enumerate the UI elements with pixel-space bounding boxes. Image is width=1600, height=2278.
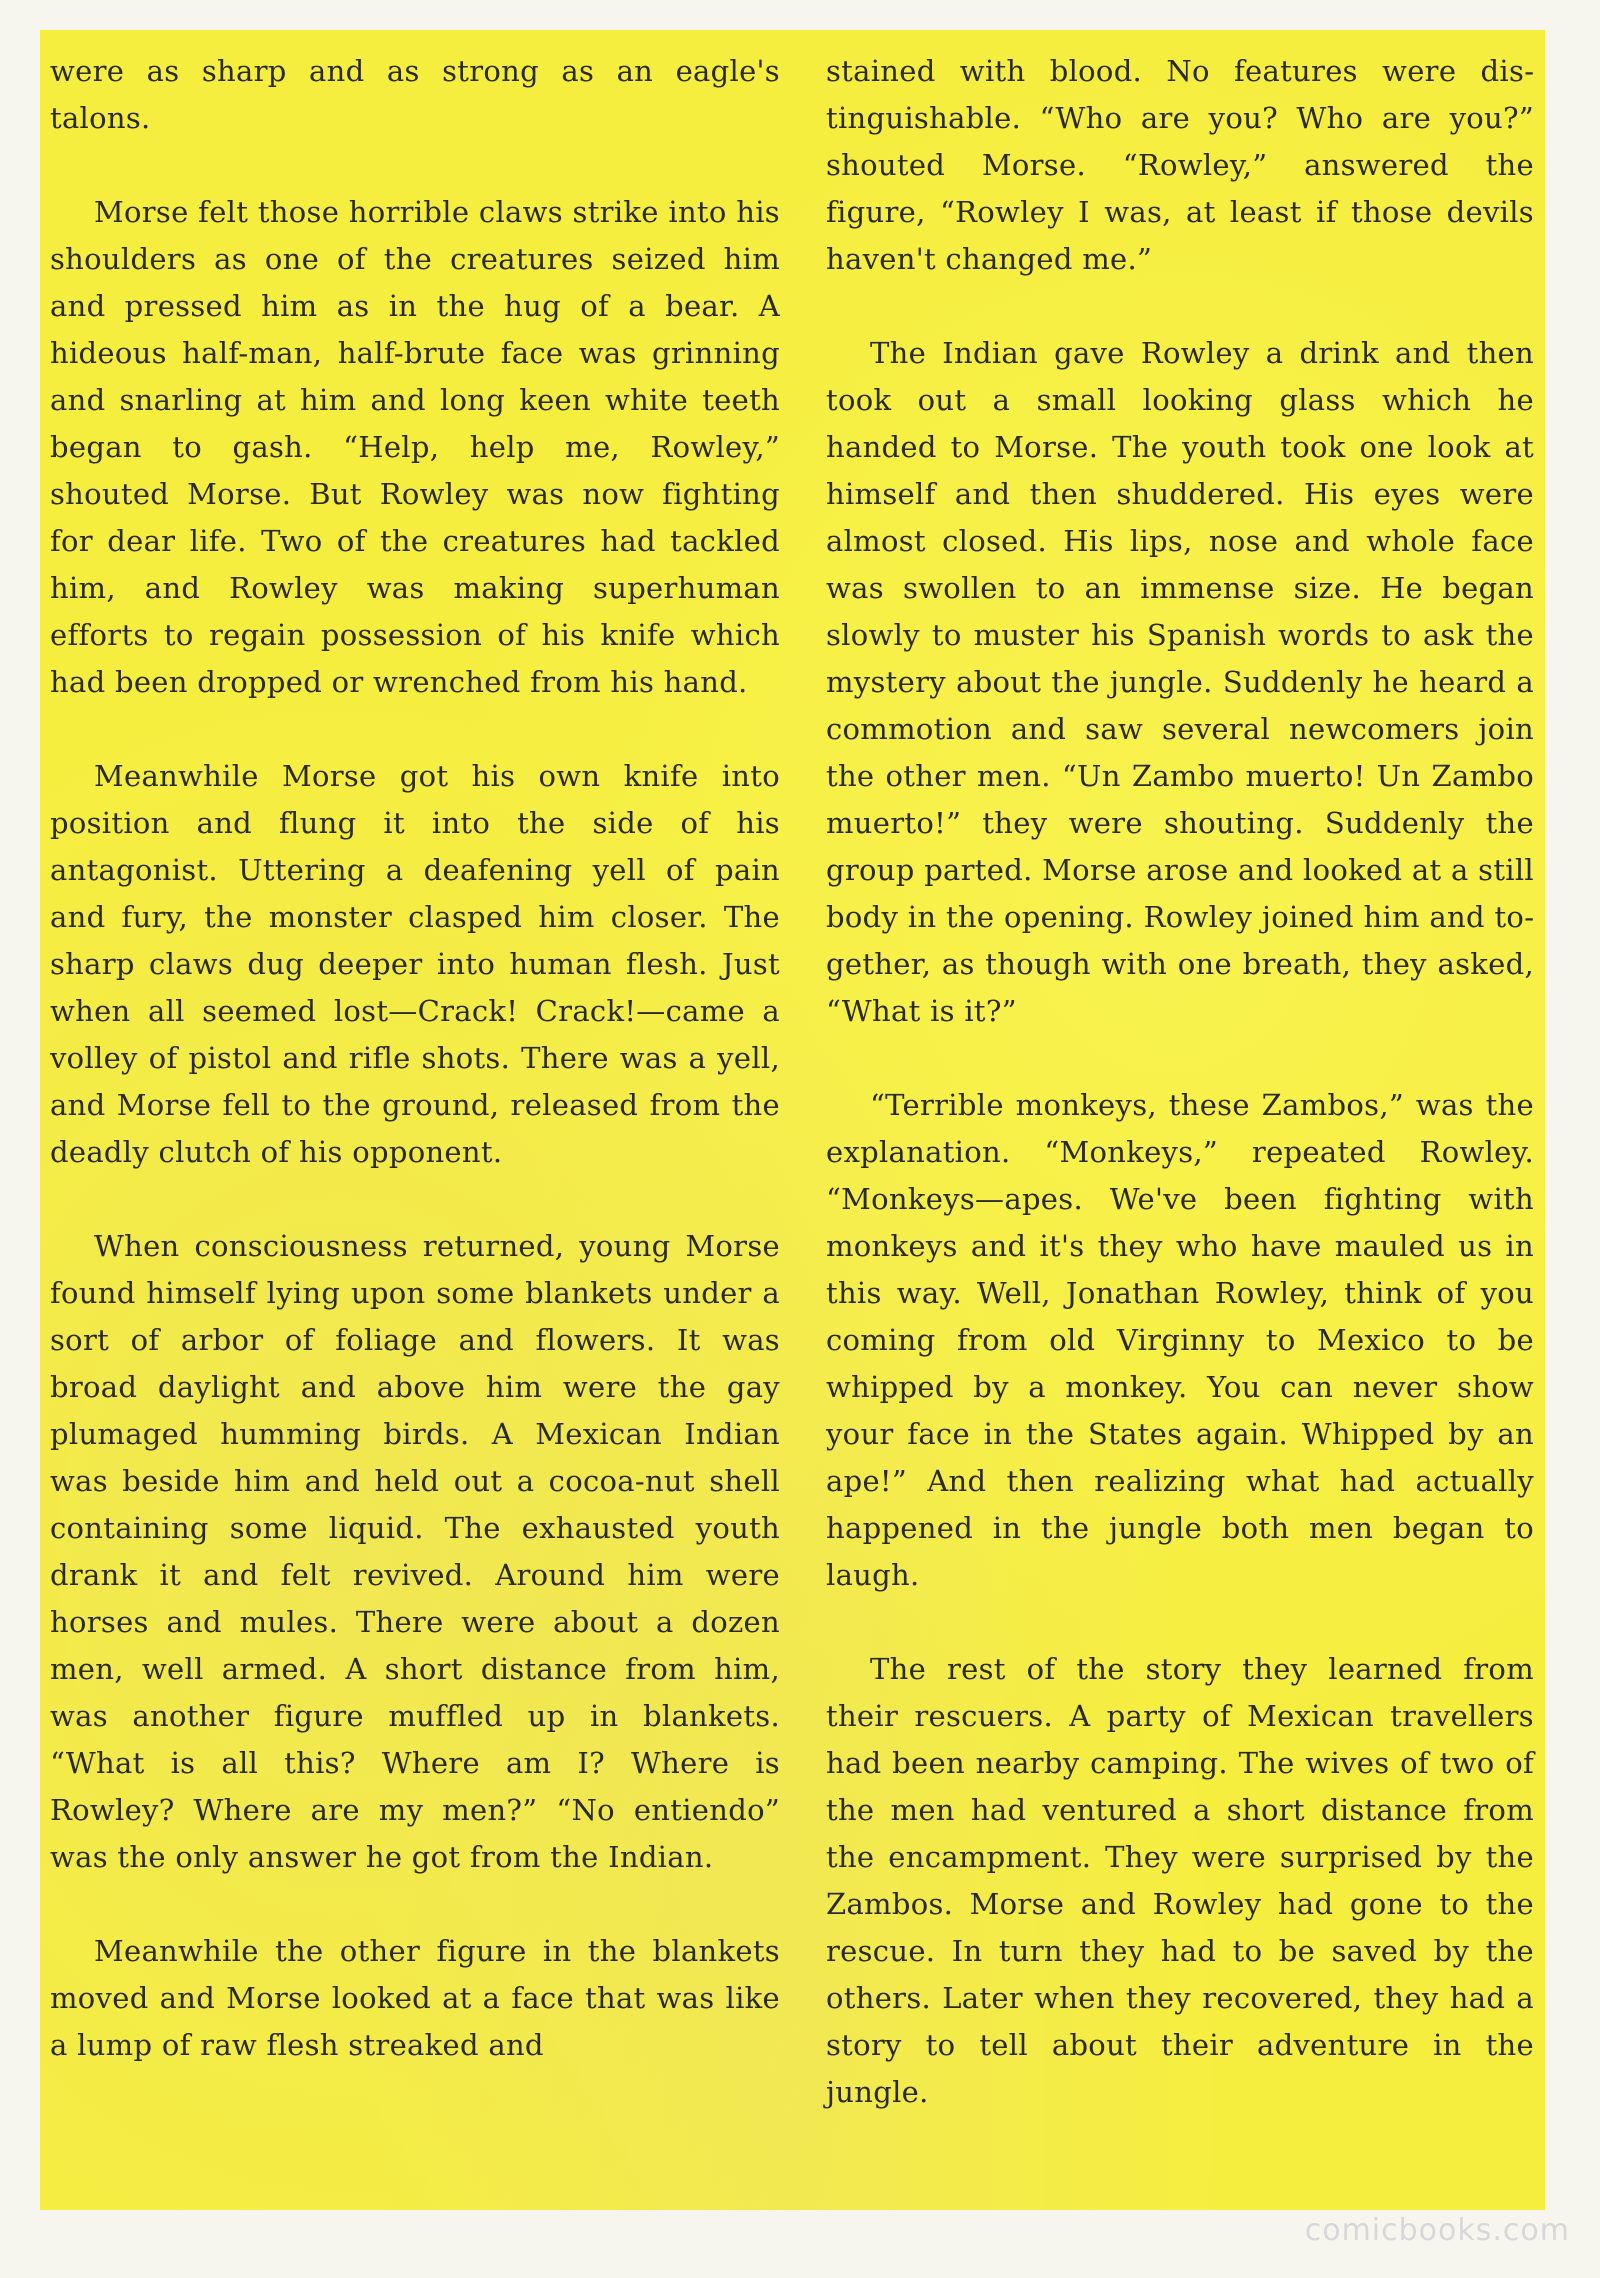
paragraph: The rest of the story they learned from their rescuers. A party of Mexican travellers had been nearby camping. The wives of two of the men had ventured a short distance from the encampment. They were surprised by the Zambos. Morse and Rowley had gone to the rescue. In turn they had to be saved by the others. Later when they recovered, they had a story to tell about their adventure in the jungle. [826, 1652, 1534, 2109]
left-column [50, 48, 780, 2069]
paragraph: were as sharp and as strong as an eagle's talons. [50, 54, 780, 135]
paragraph: “Terrible monkeys, these Zambos,” was the explanation. “Monkeys,” repeated Rowley. “Monkeys—apes. We've been fighting with monkeys and it's they who have mauled us in this way. Well, Jonathan Rowley, think of you coming from old Virginny to Mexico to be whipped by a monkey. You can never show your face in the States again. Whipped by an ape!” And then realizing what had actually happened in the jungle both men began to laugh. [826, 1088, 1534, 1592]
story-page [40, 30, 1545, 2210]
paragraph: The Indian gave Rowley a drink and then took out a small looking glass which he handed to Morse. The youth took one look at himself and then shuddered. His eyes were almost closed. His lips, nose and whole face was swollen to an immense size. He began slowly to muster his Spanish words to ask the mystery about the jungle. Suddenly he heard a commotion and saw several newcomers join the other men. “Un Zambo muerto! Un Zambo muerto!” they were shouting. Suddenly the group parted. Morse arose and looked at a still body in the opening. Rowley joined him and together, as though with one breath, they asked, “What is it?” [826, 336, 1534, 1028]
paragraph: When consciousness returned, young Morse found himself lying upon some blankets under a sort of arbor of foliage and flowers. It was broad daylight and above him were the gay plumaged humming birds. A Mexican Indian was beside him and held out a cocoa-nut shell containing some liquid. The exhausted youth drank it and felt revived. Around him were horses and mules. There were about a dozen men, well armed. A short distance from him, was another figure muffled up in blankets. “What is all this? Where am I? Where is Rowley? Where are my men?” “No entiendo” was the only answer he got from the Indian. [50, 1229, 780, 1874]
site-watermark: comicbooks.com [1304, 2213, 1570, 2248]
paragraph: stained with blood. No features were distinguishable. “Who are you? Who are you?” shouted Morse. “Rowley,” answered the figure, “Rowley I was, at least if those devils haven't changed me.” [826, 54, 1534, 276]
paragraph: Meanwhile Morse got his own knife into position and flung it into the side of his antagonist. Uttering a deafening yell of pain and fury, the monster clasped him closer. The sharp claws dug deeper into human flesh. Just when all seemed lost—Crack! Crack!—came a volley of pistol and rifle shots. There was a yell, and Morse fell to the ground, released from the deadly clutch of his opponent. [50, 759, 780, 1169]
right-column [826, 48, 1534, 2116]
paragraph: Meanwhile the other figure in the blankets moved and Morse looked at a face that was like a lump of raw flesh streaked and [50, 1934, 780, 2062]
paragraph: Morse felt those horrible claws strike into his shoulders as one of the creatures seized him and pressed him as in the hug of a bear. A hideous half-man, half-brute face was grinning and snarling at him and long keen white teeth began to gash. “Help, help me, Rowley,” shouted Morse. But Rowley was now fighting for dear life. Two of the creatures had tackled him, and Rowley was making superhuman efforts to regain possession of his knife which had been dropped or wrenched from his hand. [50, 195, 780, 699]
